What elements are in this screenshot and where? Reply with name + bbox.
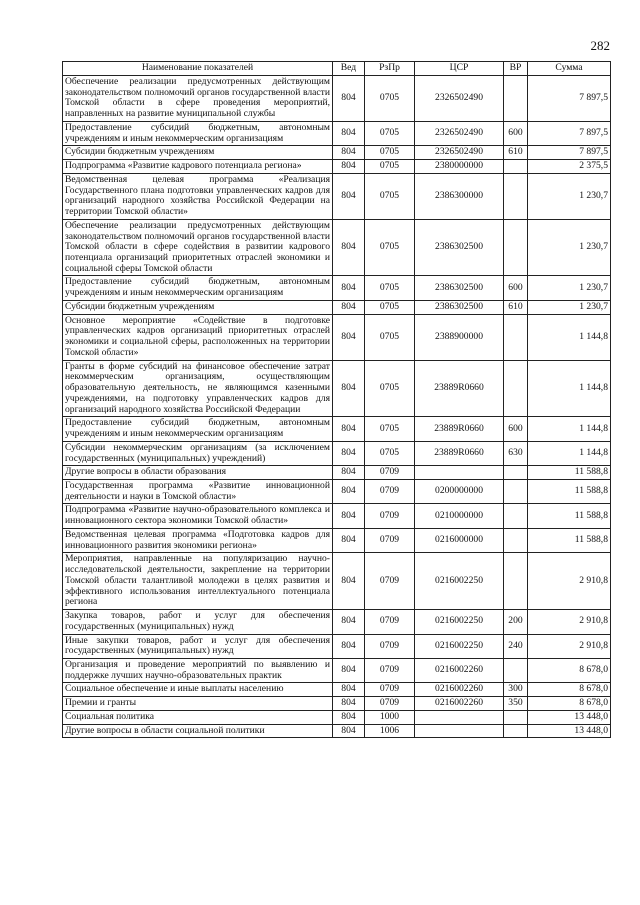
cell-rzpr: 0705 bbox=[365, 76, 415, 122]
cell-csr bbox=[415, 724, 504, 738]
cell-vr bbox=[504, 466, 528, 480]
table-row bbox=[63, 697, 611, 711]
cell-csr: 23889R0660 bbox=[415, 417, 504, 441]
table-row bbox=[63, 300, 611, 314]
cell-name: Обеспечение реализации предусмотренных действующим законодательством полномочий органов государственной власти Томской области в сфере содействия в развитии кадрового потенциала организаций приоритетных отраслей экономики и социальной сферы Томской области bbox=[63, 219, 333, 276]
table-row bbox=[63, 173, 611, 219]
cell-vr bbox=[504, 528, 528, 552]
cell-csr: 2326502490 bbox=[415, 121, 504, 145]
cell-sum: 2 375,5 bbox=[528, 160, 611, 174]
table-row bbox=[63, 276, 611, 300]
cell-sum: 1 144,8 bbox=[528, 360, 611, 417]
cell-rzpr: 0709 bbox=[365, 683, 415, 697]
table-row bbox=[63, 634, 611, 658]
cell-csr: 2380000000 bbox=[415, 160, 504, 174]
table-row bbox=[63, 441, 611, 465]
table-row bbox=[63, 528, 611, 552]
cell-rzpr: 0709 bbox=[365, 528, 415, 552]
table-row bbox=[63, 146, 611, 160]
cell-ved: 804 bbox=[333, 146, 365, 160]
cell-csr bbox=[415, 466, 504, 480]
table-row bbox=[63, 553, 611, 610]
table-header-row bbox=[63, 62, 611, 76]
cell-name: Предоставление субсидий бюджетным, автономным учреждениям и иным некоммерческим организациям bbox=[63, 276, 333, 300]
cell-csr: 0216002260 bbox=[415, 658, 504, 682]
cell-name: Гранты в форме субсидий на финансовое обеспечение затрат некоммерческим организациям, осуществляющим образовательную деятельность, не являющимся казенными учреждениями, на подготовку управленческих кадров для организаций народного хозяйства Российской Федерации bbox=[63, 360, 333, 417]
table-row bbox=[63, 219, 611, 276]
page-number: 282 bbox=[590, 38, 610, 53]
cell-ved: 804 bbox=[333, 634, 365, 658]
cell-csr: 2386300000 bbox=[415, 173, 504, 219]
cell-ved: 804 bbox=[333, 610, 365, 634]
cell-sum: 1 144,8 bbox=[528, 314, 611, 360]
cell-ved: 804 bbox=[333, 466, 365, 480]
cell-vr: 610 bbox=[504, 146, 528, 160]
cell-vr bbox=[504, 160, 528, 174]
cell-vr: 200 bbox=[504, 610, 528, 634]
cell-sum: 1 230,7 bbox=[528, 276, 611, 300]
cell-rzpr: 0705 bbox=[365, 146, 415, 160]
cell-name: Иные закупки товаров, работ и услуг для обеспечения государственных (муниципальных) нужд bbox=[63, 634, 333, 658]
cell-name: Другие вопросы в области образования bbox=[63, 466, 333, 480]
cell-rzpr: 0705 bbox=[365, 441, 415, 465]
cell-rzpr: 0705 bbox=[365, 173, 415, 219]
cell-ved: 804 bbox=[333, 683, 365, 697]
cell-sum: 13 448,0 bbox=[528, 724, 611, 738]
cell-name: Организация и проведение мероприятий по выявлению и поддержке лучших научно-образовательных практик bbox=[63, 658, 333, 682]
cell-csr: 2326502490 bbox=[415, 146, 504, 160]
cell-name: Подпрограмма «Развитие научно-образовательного комплекса и инновационного сектора экономики Томской области» bbox=[63, 504, 333, 528]
cell-vr bbox=[504, 173, 528, 219]
cell-ved: 804 bbox=[333, 276, 365, 300]
cell-csr: 23889R0660 bbox=[415, 441, 504, 465]
table-row bbox=[63, 160, 611, 174]
cell-ved: 804 bbox=[333, 441, 365, 465]
cell-vr: 600 bbox=[504, 121, 528, 145]
cell-ved: 804 bbox=[333, 76, 365, 122]
cell-sum: 1 144,8 bbox=[528, 441, 611, 465]
table-row bbox=[63, 724, 611, 738]
cell-csr: 0216002250 bbox=[415, 634, 504, 658]
header-csr: ЦСР bbox=[415, 62, 504, 76]
cell-vr bbox=[504, 219, 528, 276]
cell-rzpr: 0705 bbox=[365, 121, 415, 145]
cell-vr bbox=[504, 553, 528, 610]
cell-name: Социальная политика bbox=[63, 710, 333, 724]
cell-sum: 8 678,0 bbox=[528, 697, 611, 711]
cell-ved: 804 bbox=[333, 417, 365, 441]
table-row bbox=[63, 360, 611, 417]
cell-rzpr: 0705 bbox=[365, 300, 415, 314]
cell-name: Мероприятия, направленные на популяризацию научно-исследовательской деятельности, закрепление на территории Томской области талантливой молодежи в целях развития и эффективного использования интеллектуального потенциала региона bbox=[63, 553, 333, 610]
cell-rzpr: 0709 bbox=[365, 610, 415, 634]
cell-sum: 11 588,8 bbox=[528, 466, 611, 480]
header-vr: ВР bbox=[504, 62, 528, 76]
cell-ved: 804 bbox=[333, 697, 365, 711]
cell-vr: 630 bbox=[504, 441, 528, 465]
cell-rzpr: 0709 bbox=[365, 634, 415, 658]
cell-ved: 804 bbox=[333, 553, 365, 610]
header-ved: Вед bbox=[333, 62, 365, 76]
cell-name: Предоставление субсидий бюджетным, автономным учреждениям и иным некоммерческим организациям bbox=[63, 121, 333, 145]
cell-vr: 300 bbox=[504, 683, 528, 697]
cell-vr bbox=[504, 724, 528, 738]
header-sum: Сумма bbox=[528, 62, 611, 76]
cell-sum: 2 910,8 bbox=[528, 634, 611, 658]
table-row bbox=[63, 504, 611, 528]
cell-sum: 7 897,5 bbox=[528, 146, 611, 160]
cell-rzpr: 0709 bbox=[365, 697, 415, 711]
table-row bbox=[63, 710, 611, 724]
cell-ved: 804 bbox=[333, 173, 365, 219]
cell-rzpr: 0705 bbox=[365, 219, 415, 276]
cell-csr: 2386302500 bbox=[415, 219, 504, 276]
cell-name: Ведомственная целевая программа «Реализация Государственного плана подготовки управленческих кадров для организаций народного хозяйства Российской Федерации на территории Томской области» bbox=[63, 173, 333, 219]
cell-name: Обеспечение реализации предусмотренных действующим законодательством полномочий органов государственной власти Томской области в сфере проведения мероприятий, направленных на развитие муниципальной службы bbox=[63, 76, 333, 122]
cell-sum: 8 678,0 bbox=[528, 658, 611, 682]
cell-ved: 804 bbox=[333, 314, 365, 360]
cell-csr bbox=[415, 710, 504, 724]
table-row bbox=[63, 610, 611, 634]
cell-name: Премии и гранты bbox=[63, 697, 333, 711]
cell-csr: 0216002250 bbox=[415, 553, 504, 610]
cell-rzpr: 0705 bbox=[365, 314, 415, 360]
cell-ved: 804 bbox=[333, 121, 365, 145]
cell-sum: 2 910,8 bbox=[528, 553, 611, 610]
cell-name: Основное мероприятие «Содействие в подготовке управленческих кадров организаций приоритетных отраслей экономики и социальной сферы, расположенных на территории Томской области» bbox=[63, 314, 333, 360]
cell-sum: 13 448,0 bbox=[528, 710, 611, 724]
cell-rzpr: 0709 bbox=[365, 479, 415, 503]
cell-csr: 0210000000 bbox=[415, 504, 504, 528]
cell-sum: 7 897,5 bbox=[528, 121, 611, 145]
cell-rzpr: 0709 bbox=[365, 658, 415, 682]
cell-vr bbox=[504, 76, 528, 122]
cell-ved: 804 bbox=[333, 504, 365, 528]
cell-ved: 804 bbox=[333, 528, 365, 552]
cell-rzpr: 0709 bbox=[365, 466, 415, 480]
header-name: Наименование показателей bbox=[63, 62, 333, 76]
cell-vr bbox=[504, 314, 528, 360]
cell-csr: 2386302500 bbox=[415, 276, 504, 300]
cell-csr: 0200000000 bbox=[415, 479, 504, 503]
cell-vr bbox=[504, 360, 528, 417]
cell-sum: 1 230,7 bbox=[528, 300, 611, 314]
cell-name: Закупка товаров, работ и услуг для обеспечения государственных (муниципальных) нужд bbox=[63, 610, 333, 634]
budget-table bbox=[62, 61, 611, 738]
table-row bbox=[63, 479, 611, 503]
cell-csr: 0216000000 bbox=[415, 528, 504, 552]
cell-vr: 350 bbox=[504, 697, 528, 711]
cell-vr bbox=[504, 479, 528, 503]
cell-name: Подпрограмма «Развитие кадрового потенциала региона» bbox=[63, 160, 333, 174]
cell-vr bbox=[504, 710, 528, 724]
table-row bbox=[63, 466, 611, 480]
cell-rzpr: 1000 bbox=[365, 710, 415, 724]
cell-rzpr: 0705 bbox=[365, 276, 415, 300]
cell-ved: 804 bbox=[333, 724, 365, 738]
cell-ved: 804 bbox=[333, 360, 365, 417]
cell-csr: 0216002260 bbox=[415, 697, 504, 711]
cell-name: Другие вопросы в области социальной политики bbox=[63, 724, 333, 738]
header-rzpr: РзПр bbox=[365, 62, 415, 76]
cell-rzpr: 0709 bbox=[365, 553, 415, 610]
cell-name: Субсидии бюджетным учреждениям bbox=[63, 300, 333, 314]
cell-vr bbox=[504, 658, 528, 682]
cell-rzpr: 0705 bbox=[365, 160, 415, 174]
cell-name: Субсидии некоммерческим организациям (за исключением государственных (муниципальных) учреждений) bbox=[63, 441, 333, 465]
table-row bbox=[63, 683, 611, 697]
cell-vr: 610 bbox=[504, 300, 528, 314]
cell-sum: 1 144,8 bbox=[528, 417, 611, 441]
cell-vr: 600 bbox=[504, 276, 528, 300]
cell-sum: 1 230,7 bbox=[528, 219, 611, 276]
cell-csr: 2386302500 bbox=[415, 300, 504, 314]
cell-ved: 804 bbox=[333, 479, 365, 503]
cell-name: Социальное обеспечение и иные выплаты населению bbox=[63, 683, 333, 697]
cell-vr bbox=[504, 504, 528, 528]
cell-rzpr: 0705 bbox=[365, 417, 415, 441]
cell-sum: 11 588,8 bbox=[528, 504, 611, 528]
cell-csr: 0216002260 bbox=[415, 683, 504, 697]
cell-csr: 2326502490 bbox=[415, 76, 504, 122]
cell-csr: 0216002250 bbox=[415, 610, 504, 634]
cell-ved: 804 bbox=[333, 219, 365, 276]
table-row bbox=[63, 417, 611, 441]
cell-name: Государственная программа «Развитие инновационной деятельности и науки в Томской области» bbox=[63, 479, 333, 503]
table-row bbox=[63, 658, 611, 682]
cell-ved: 804 bbox=[333, 658, 365, 682]
cell-vr: 600 bbox=[504, 417, 528, 441]
cell-vr: 240 bbox=[504, 634, 528, 658]
cell-name: Ведомственная целевая программа «Подготовка кадров для инновационного развития экономики региона» bbox=[63, 528, 333, 552]
cell-ved: 804 bbox=[333, 160, 365, 174]
table-row bbox=[63, 121, 611, 145]
cell-name: Субсидии бюджетным учреждениям bbox=[63, 146, 333, 160]
cell-sum: 1 230,7 bbox=[528, 173, 611, 219]
cell-rzpr: 0705 bbox=[365, 360, 415, 417]
cell-name: Предоставление субсидий бюджетным, автономным учреждениям и иным некоммерческим организациям bbox=[63, 417, 333, 441]
table-row bbox=[63, 76, 611, 122]
cell-csr: 2388900000 bbox=[415, 314, 504, 360]
cell-sum: 8 678,0 bbox=[528, 683, 611, 697]
cell-ved: 804 bbox=[333, 710, 365, 724]
cell-sum: 7 897,5 bbox=[528, 76, 611, 122]
cell-ved: 804 bbox=[333, 300, 365, 314]
table-row bbox=[63, 314, 611, 360]
cell-rzpr: 1006 bbox=[365, 724, 415, 738]
table-body bbox=[63, 76, 611, 738]
cell-sum: 11 588,8 bbox=[528, 479, 611, 503]
cell-sum: 2 910,8 bbox=[528, 610, 611, 634]
cell-csr: 23889R0660 bbox=[415, 360, 504, 417]
cell-sum: 11 588,8 bbox=[528, 528, 611, 552]
cell-rzpr: 0709 bbox=[365, 504, 415, 528]
